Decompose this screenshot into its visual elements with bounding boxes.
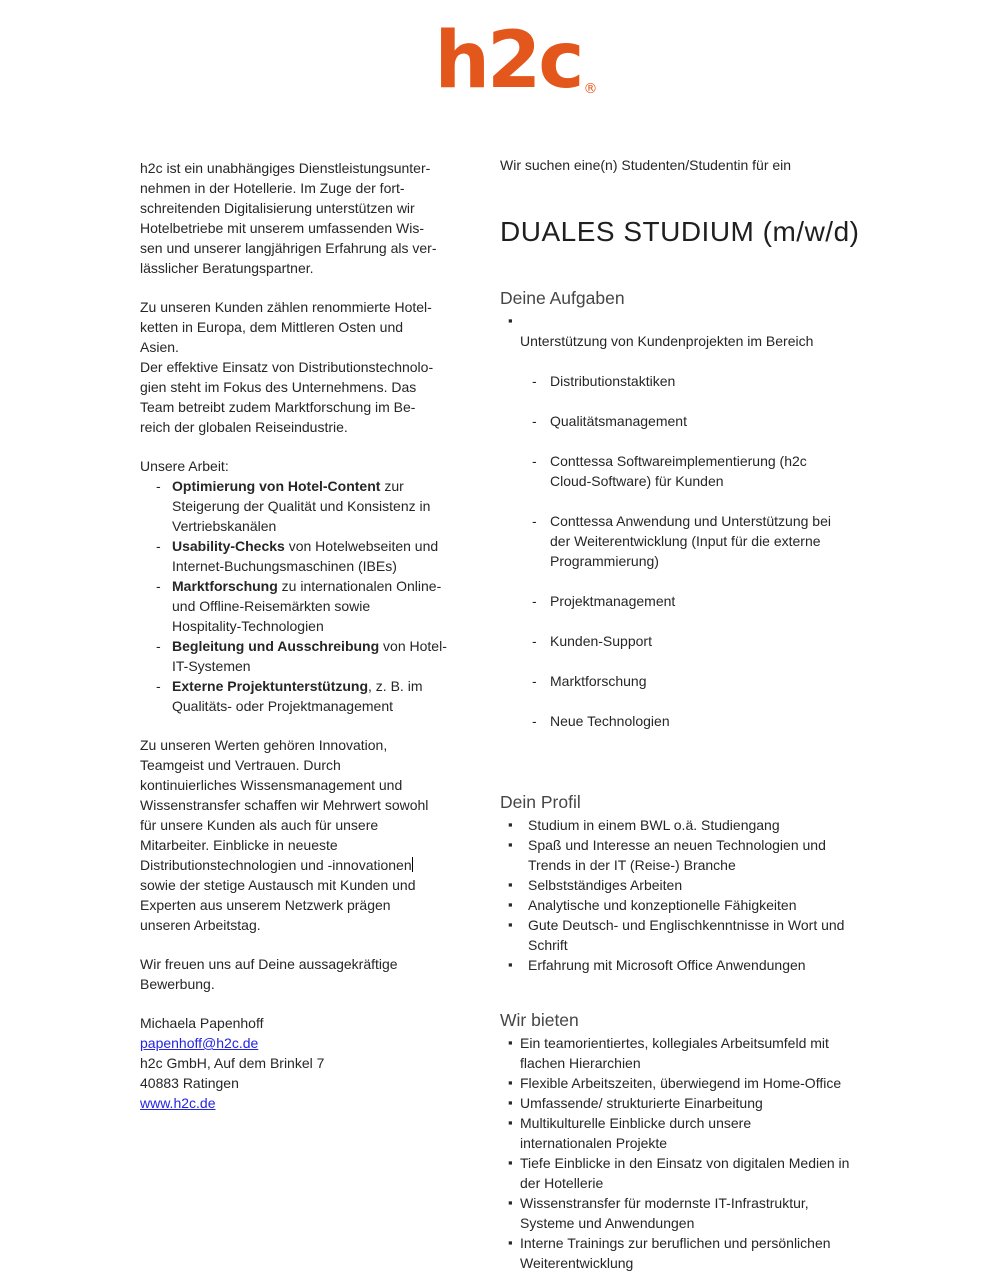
task-sub-item: - Neue Technologien: [532, 713, 670, 729]
dash-bullet: -: [156, 638, 161, 654]
profile-item: ▪ Studium in einem BWL o.ä. Studiengang: [508, 817, 780, 833]
offer-item: ▪ Flexible Arbeitszeiten, überwiegend im Home-Office: [508, 1075, 842, 1091]
closing-paragraph: Wir freuen uns auf Deine aussagekräftige Bewerbung.: [140, 956, 398, 992]
company-intro-paragraph: h2c ist ein unabhängiges Dienstleistungsunter- nehmen in der Hotellerie. Im Zuge der fort- schreitenden Digitalisierung unterstützen wir Hotelbetriebe mit unserem umfassenden Wis- sen und unserer langjährigen Erfahrung als ver- lässlicher Beratungspartner.: [140, 160, 437, 276]
task-sub-item: - Kunden-Support: [532, 633, 652, 649]
square-bullet: ▪: [508, 957, 513, 972]
company-customers-paragraph: Zu unseren Kunden zählen renommierte Hotel- ketten in Europa, dem Mittleren Osten und Asien. Der effektive Einsatz von Distributionstechnolo- gien steht im Fokus des Unternehmens. Das Team betreibt zudem Marktforschung im Be- reich der globalen Reiseindustrie.: [140, 299, 434, 435]
job-intro-line: Wir suchen eine(n) Studenten/Studentin für ein: [500, 157, 792, 173]
square-bullet: ▪: [508, 1155, 513, 1170]
offer-item: ▪ Umfassende/ strukturierte Einarbeitung: [508, 1095, 763, 1111]
dash-bullet: -: [532, 373, 537, 389]
dash-bullet: -: [156, 678, 161, 694]
work-list-item: - Usability-Checks von Hotelwebseiten und Internet-Buchungsmaschinen (IBEs): [156, 538, 439, 574]
task-sub-item: - Marktforschung: [532, 673, 647, 689]
logo: [30, 16, 1002, 106]
dash-bullet: -: [532, 593, 537, 609]
dash-bullet: -: [156, 578, 161, 594]
company-column: [140, 158, 472, 1113]
contact-city: 40883 Ratingen: [140, 1075, 239, 1091]
offer-item: ▪ Multikulturelle Einblicke durch unsere internationalen Projekte: [508, 1115, 752, 1151]
square-bullet: ▪: [508, 313, 513, 328]
website-link[interactable]: www.h2c.de: [140, 1095, 216, 1111]
square-bullet: ▪: [508, 897, 513, 912]
work-list-item: - Optimierung von Hotel-Content zur Steigerung der Qualität und Konsistenz in Vertriebskanälen: [156, 478, 431, 534]
tasks-list: [500, 311, 932, 771]
dash-bullet: -: [156, 538, 161, 554]
profile-item: ▪ Gute Deutsch- und Englischkenntnisse in Wort und Schrift: [508, 917, 845, 953]
profile-item: ▪ Spaß und Interesse an neuen Technologien und Trends in der IT (Reise-) Branche: [508, 837, 826, 873]
dash-bullet: -: [532, 633, 537, 649]
offer-item: ▪ Wissenstransfer für modernste IT-Infrastruktur, Systeme und Anwendungen: [508, 1195, 809, 1231]
dash-bullet: -: [156, 478, 161, 494]
square-bullet: ▪: [508, 1115, 513, 1130]
job-column: [500, 155, 932, 1273]
work-list-item: - Begleitung und Ausschreibung von Hotel- IT-Systemen: [156, 638, 447, 674]
contact-block: [140, 1013, 472, 1113]
work-list-item: - Marktforschung zu internationalen Online- und Offline-Reisemärkten sowie Hospitality-Technologien: [156, 578, 442, 634]
tasks-sub-list: [520, 351, 932, 751]
job-title: DUALES STUDIUM (m/w/d): [500, 216, 860, 247]
square-bullet: ▪: [508, 817, 513, 832]
offer-heading: Wir bieten: [500, 1010, 579, 1030]
profile-heading: Dein Profil: [500, 792, 581, 812]
profile-list: [500, 815, 932, 975]
offer-item: ▪ Ein teamorientiertes, kollegiales Arbeitsumfeld mit flachen Hierarchien: [508, 1035, 829, 1071]
square-bullet: ▪: [508, 1095, 513, 1110]
square-bullet: ▪: [508, 1195, 513, 1210]
contact-company-address: h2c GmbH, Auf dem Brinkel 7: [140, 1055, 325, 1071]
dash-bullet: -: [532, 453, 537, 469]
square-bullet: ▪: [508, 877, 513, 892]
task-sub-item: - Projektmanagement: [532, 593, 676, 609]
offer-item: ▪ Interne Trainings zur beruflichen und persönlichen Weiterentwicklung: [508, 1235, 831, 1271]
offer-section: [500, 1009, 932, 1273]
tasks-section: [500, 287, 932, 771]
square-bullet: ▪: [508, 1075, 513, 1090]
profile-section: [500, 791, 932, 975]
dash-bullet: -: [532, 713, 537, 729]
work-list-item: - Externe Projektunterstützung, z. B. im Qualitäts- oder Projektmanagement: [156, 678, 423, 714]
registered-trademark-icon: ®: [583, 81, 598, 97]
contact-name: Michaela Papenhoff: [140, 1015, 264, 1031]
dash-bullet: -: [532, 513, 537, 529]
task-sub-item: - Qualitätsmanagement: [532, 413, 687, 429]
task-sub-item: - Conttessa Softwareimplementierung (h2c Cloud-Software) für Kunden: [532, 453, 807, 489]
profile-item: ▪ Erfahrung mit Microsoft Office Anwendungen: [508, 957, 806, 973]
work-list-title: Unsere Arbeit:: [140, 458, 229, 474]
task-sub-item: - Conttessa Anwendung und Unterstützung bei der Weiterentwicklung (Input für die externe Programmierung): [532, 513, 831, 569]
profile-item: ▪ Selbstständiges Arbeiten: [508, 877, 683, 893]
square-bullet: ▪: [508, 837, 513, 852]
tasks-heading: Deine Aufgaben: [500, 288, 625, 308]
email-link[interactable]: papenhoff@h2c.de: [140, 1035, 259, 1051]
dash-bullet: -: [532, 413, 537, 429]
h2c-logo-text: h2c: [434, 16, 582, 106]
dash-bullet: -: [532, 673, 537, 689]
square-bullet: ▪: [508, 917, 513, 932]
company-values-paragraph: Zu unseren Werten gehören Innovation, Teamgeist und Vertrauen. Durch kontinuierliches Wissensmanagement und Wissenstransfer schaffen wir Mehrwert sowohl für unsere Kunden als auch für unsere Mitarbeiter. Einblicke in neueste Distributionstechnologien und -innovationen sowie der stetige Austausch mit Kunden und Experten aus unserem Netzwerk prägen unseren Arbeitstag.: [140, 737, 429, 933]
text-cursor: [412, 857, 413, 872]
offer-item: ▪ Tiefe Einblicke in den Einsatz von digitalen Medien in der Hotellerie: [508, 1155, 850, 1191]
square-bullet: ▪: [508, 1035, 513, 1050]
task-lead-item: ▪ Unterstützung von Kundenprojekten im Bereich - Distributionstaktiken - Qualitätsmanagement - Conttessa Softwareimplementierung (h2c Cloud-Software) für Kunden - Conttessa Anwendung und Unterstützung bei der Weiterentwicklung (Input für die externe Programmierung) - Projektmanagement - Kunden-Support - Marktforschung - Neue Technologien: [500, 311, 932, 771]
profile-item: ▪ Analytische und konzeptionelle Fähigkeiten: [508, 897, 797, 913]
square-bullet: ▪: [508, 1235, 513, 1250]
work-list: [140, 476, 472, 716]
task-sub-item: - Distributionstaktiken: [532, 373, 676, 389]
offer-list: [500, 1033, 932, 1273]
